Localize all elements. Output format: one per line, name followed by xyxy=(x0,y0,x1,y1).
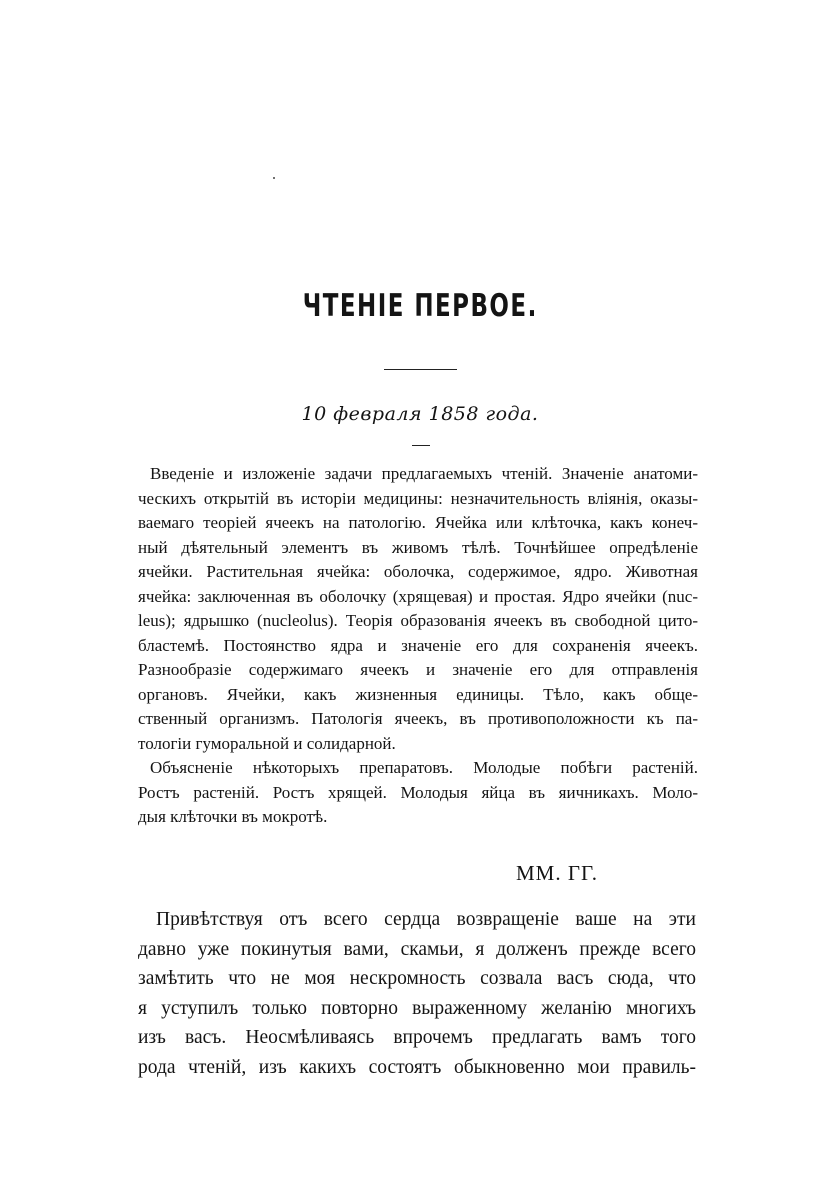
summary-line: бластемѣ. Постоянство ядра и значеніе его для сохраненія ячеекъ. xyxy=(138,635,698,655)
summary-line: ячейка: заключенная въ оболочку (хрящевая) и простая. Ядро ячейки (nuc- xyxy=(138,586,698,606)
salutation: ММ. ГГ. xyxy=(516,861,599,885)
date-dash xyxy=(412,445,430,446)
summary-line: Введеніе и изложеніе задачи предлагаемыхъ чтеній. Значеніе анатоми- xyxy=(150,464,698,483)
body-line: рода чтеній, изъ какихъ состоятъ обыкновенно мои правиль- xyxy=(138,1056,696,1078)
chapter-summary xyxy=(138,462,698,830)
summary-line: ячейки. Растительная ячейка: оболочка, содержимое, ядро. Животная xyxy=(138,562,698,581)
lecture-date: 10 февраля 1858 года. xyxy=(301,403,539,425)
title-rule xyxy=(384,369,457,370)
summary-line: ваемаго теоріей ячеекъ на патологію. Ячейка или клѣточка, какъ конеч- xyxy=(138,513,698,532)
summary-line: Разнообразіе содержимаго ячеекъ и значеніе его для отправленія xyxy=(138,660,698,679)
summary-line: Объясненіе нѣкоторыхъ препаратовъ. Молодые побѣги растеній. xyxy=(150,758,698,777)
body-line: давно уже покинутыя вами, скамьи, я долженъ прежде всего xyxy=(138,938,696,960)
body-line: я уступилъ только повторно выраженному желанію многихъ xyxy=(138,997,696,1019)
body-line: Привѣтствуя отъ всего сердца возвращеніе ваше на эти xyxy=(156,909,696,930)
summary-line: тологіи гуморальной и солидарной. xyxy=(138,733,396,753)
summary-line: Ростъ растеній. Ростъ хрящей. Молодыя яйца въ яичникахъ. Моло- xyxy=(138,782,698,802)
lecture-body xyxy=(138,905,696,1082)
ink-speck xyxy=(273,177,275,179)
body-line: изъ васъ. Неосмѣливаясь впрочемъ предлагать вамъ того xyxy=(138,1027,696,1048)
summary-line: ческихъ открытій въ исторіи медицины: незначительность вліянія, оказы- xyxy=(138,488,698,508)
summary-line: органовъ. Ячейки, какъ жизненныя единицы. Тѣло, какъ обще- xyxy=(138,684,698,704)
summary-line: leus); ядрышко (nucleolus). Теорія образованія ячеекъ въ свободной цито- xyxy=(138,611,698,630)
chapter-title: ЧТЕНІЕ ПЕРВОЕ. xyxy=(302,288,538,324)
summary-line: ственный организмъ. Патологія ячеекъ, въ противоположности къ па- xyxy=(138,709,698,728)
body-line: замѣтить что не моя нескромность созвала васъ сюда, что xyxy=(138,968,696,989)
summary-line: ный дѣятельный элементъ въ живомъ тѣлѣ. Точнѣйшее опредѣленіе xyxy=(138,537,698,557)
summary-line: дыя клѣточки въ мокротѣ. xyxy=(138,807,328,826)
